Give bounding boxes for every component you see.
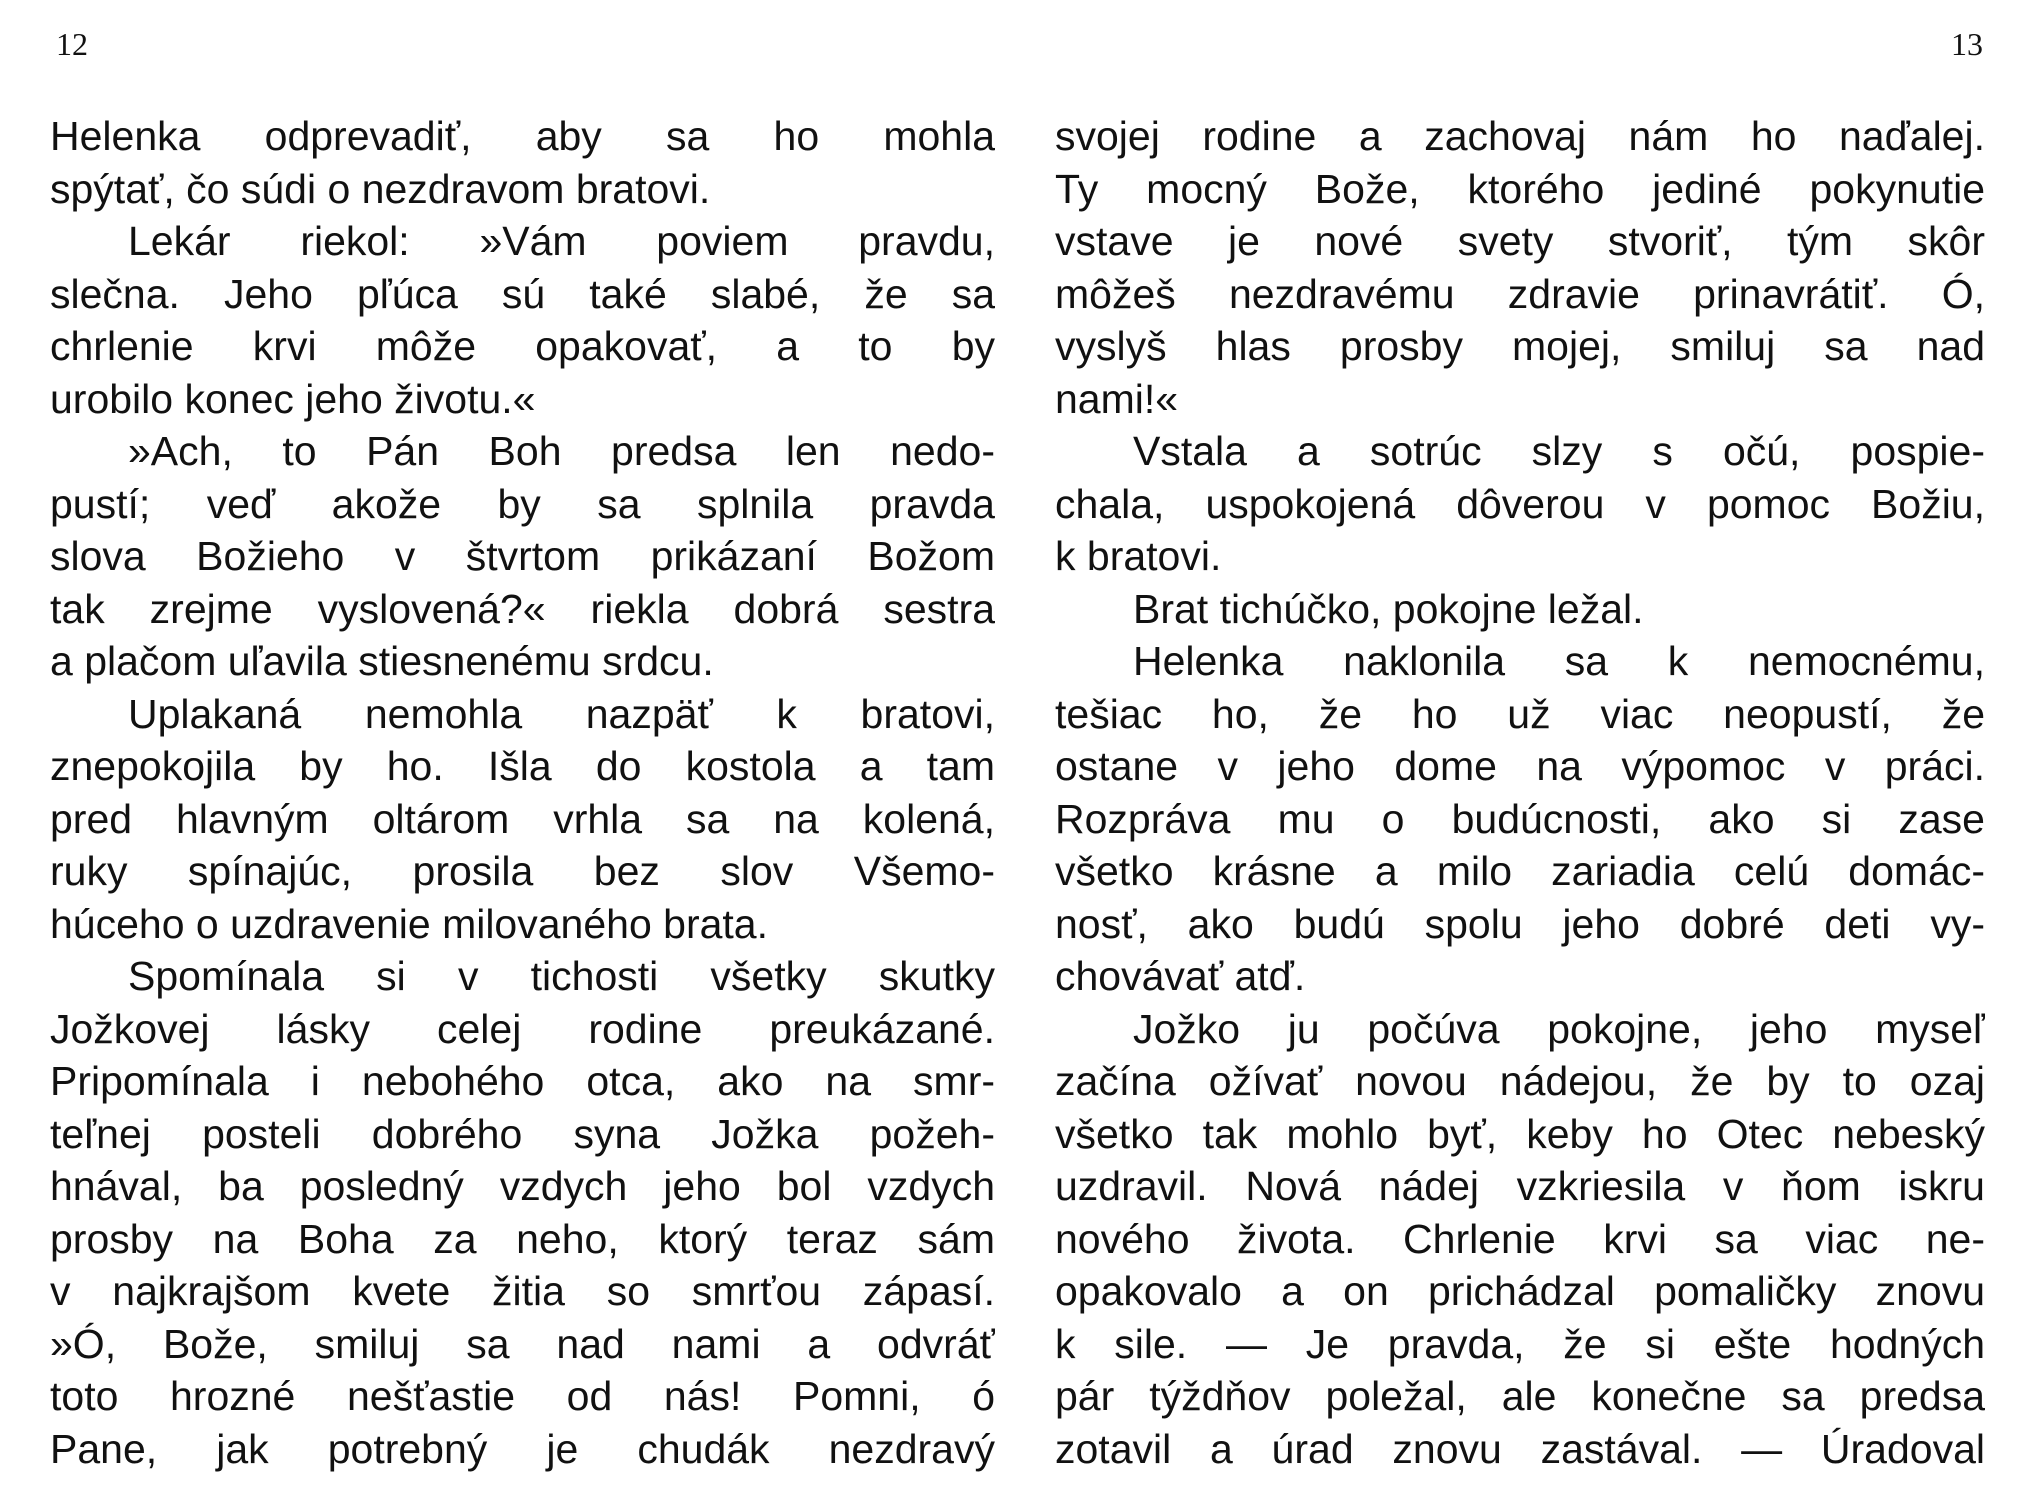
text-line: k sile. — Je pravda, že si ešte hodných bbox=[1055, 1320, 1985, 1367]
text-line: Jožko ju počúva pokojne, jeho myseľ bbox=[1133, 1005, 1985, 1052]
text-line: prosby na Boha za neho, ktorý teraz sám bbox=[50, 1215, 995, 1262]
text-line: svojej rodine a zachovaj nám ho naďalej. bbox=[1055, 113, 1985, 159]
page-number-right: 13 bbox=[1951, 26, 1983, 62]
text-line: začína ožívať novou nádejou, že by to ozaj bbox=[1055, 1058, 1985, 1104]
text-line: »Ó, Bože, smiluj sa nad nami a odvráť bbox=[50, 1320, 995, 1367]
left-page-text bbox=[50, 110, 995, 1475]
text-line: opakovalo a on prichádzal pomaličky znovu bbox=[1055, 1268, 1985, 1314]
text-line: spýtať, čo súdi o nezdravom bratovi. bbox=[50, 165, 711, 212]
text-line: všetko tak mohlo byť, keby ho Otec nebeský bbox=[1055, 1110, 1985, 1157]
right-page-text bbox=[1055, 110, 1985, 1475]
text-line: Jožkovej lásky celej rodine preukázané. bbox=[50, 1005, 995, 1052]
text-line: Vstala a sotrúc slzy s očú, pospie- bbox=[1133, 428, 1985, 474]
text-line: a plačom uľavila stiesnenému srdcu. bbox=[50, 638, 714, 684]
text-line: toto hrozné nešťastie od nás! Pomni, ó bbox=[50, 1373, 995, 1419]
text-line: pár týždňov poležal, ale konečne sa predsa bbox=[1055, 1373, 1985, 1419]
text-line: Lekár riekol: »Vám poviem pravdu, bbox=[128, 218, 995, 264]
text-line: slečna. Jeho pľúca sú také slabé, že sa bbox=[50, 270, 995, 317]
text-line: ruky spínajúc, prosila bez slov Všemo- bbox=[50, 848, 995, 894]
text-line: môžeš nezdravému zdravie prinavrátiť. Ó, bbox=[1055, 270, 1985, 317]
text-line: znepokojila by ho. Išla do kostola a tam bbox=[50, 743, 995, 789]
page-number-left: 12 bbox=[56, 26, 88, 62]
text-line: pustí; veď akože by sa splnila pravda bbox=[50, 480, 995, 527]
text-line: nosť, ako budú spolu jeho dobré deti vy- bbox=[1055, 900, 1985, 947]
text-line: Brat tichúčko, pokojne ležal. bbox=[1133, 585, 1644, 632]
text-line: húceho o uzdravenie milovaného brata. bbox=[50, 900, 768, 947]
text-line: »Ach, to Pán Boh predsa len nedo- bbox=[128, 428, 995, 474]
text-line: chrlenie krvi môže opakovať, a to by bbox=[50, 323, 995, 369]
text-line: zotavil a úrad znovu zastával. — Úradoval bbox=[1055, 1425, 1985, 1472]
left-page bbox=[50, 0, 995, 1500]
text-line: pred hlavným oltárom vrhla sa na kolená, bbox=[50, 795, 995, 842]
text-line: Rozpráva mu o budúcnosti, ako si zase bbox=[1055, 795, 1985, 842]
text-line: Pripomínala i nebohého otca, ako na smr- bbox=[50, 1058, 995, 1104]
right-page bbox=[1055, 0, 1985, 1500]
text-line: uzdravil. Nová nádej vzkriesila v ňom iskru bbox=[1055, 1163, 1985, 1209]
text-line: Pane, jak potrebný je chudák nezdravý bbox=[50, 1425, 995, 1472]
text-line: vyslyš hlas prosby mojej, smiluj sa nad bbox=[1055, 323, 1985, 369]
text-line: Spomínala si v tichosti všetky skutky bbox=[128, 953, 995, 999]
text-line: chala, uspokojená dôverou v pomoc Božiu, bbox=[1055, 480, 1985, 527]
text-line: ostane v jeho dome na výpomoc v práci. bbox=[1055, 743, 1985, 789]
text-line: tešiac ho, že ho už viac neopustí, že bbox=[1055, 690, 1985, 737]
text-line: vstave je nové svety stvoriť, tým skôr bbox=[1055, 218, 1985, 264]
text-line: Uplakaná nemohla nazpäť k bratovi, bbox=[128, 690, 995, 737]
text-line: tak zrejme vyslovená?« riekla dobrá sestra bbox=[50, 585, 995, 632]
text-line: hnával, ba posledný vzdych jeho bol vzdych bbox=[50, 1163, 995, 1209]
text-line: v najkrajšom kvete žitia so smrťou zápasí. bbox=[50, 1268, 995, 1314]
text-line: Ty mocný Bože, ktorého jediné pokynutie bbox=[1055, 165, 1985, 212]
text-line: chovávať atď. bbox=[1055, 953, 1306, 999]
text-line: všetko krásne a milo zariadia celú domác- bbox=[1055, 848, 1985, 894]
text-line: nami!« bbox=[1055, 375, 1179, 422]
text-line: slova Božieho v štvrtom prikázaní Božom bbox=[50, 533, 995, 579]
text-line: urobilo konec jeho životu.« bbox=[50, 375, 536, 422]
text-line: Helenka naklonila sa k nemocnému, bbox=[1133, 638, 1985, 684]
text-line: k bratovi. bbox=[1055, 533, 1222, 579]
text-line: teľnej posteli dobrého syna Jožka požeh- bbox=[50, 1110, 995, 1157]
text-line: nového života. Chrlenie krvi sa viac ne- bbox=[1055, 1215, 1985, 1262]
text-line: Helenka odprevadiť, aby sa ho mohla bbox=[50, 113, 995, 159]
